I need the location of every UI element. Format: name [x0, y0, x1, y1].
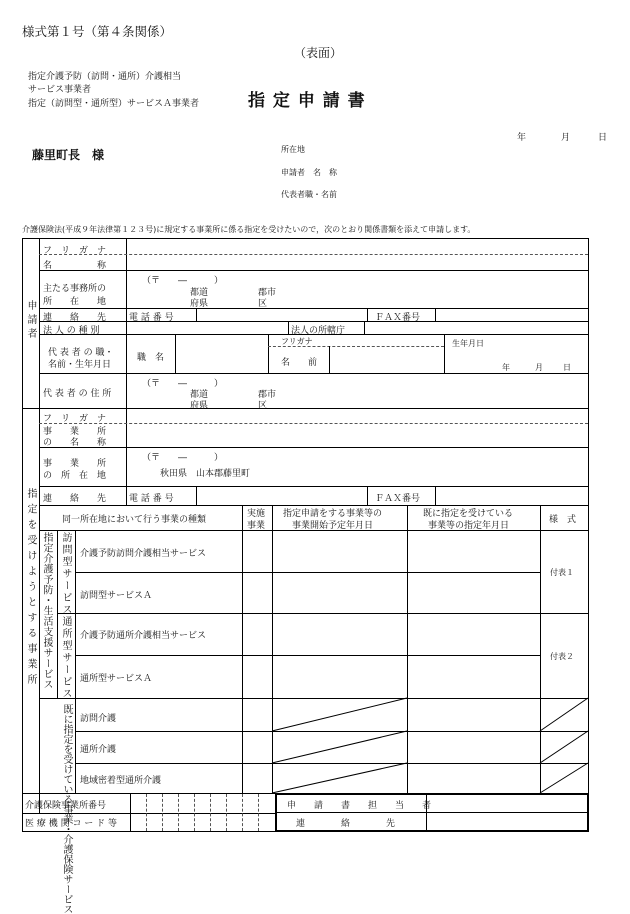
office-contact-label: 連 絡 先 — [43, 494, 107, 504]
office-address-label-2: 所 在 地 — [43, 297, 107, 307]
applicant-name-label: 申請者 名 称 — [281, 168, 337, 177]
birth-date-label: 生年月日 — [452, 339, 484, 348]
header-implement-2: 事業 — [247, 521, 266, 531]
applicant-section-label: 申請者 — [25, 300, 36, 342]
footer-contact-label: 連 絡 先 — [296, 819, 396, 829]
office-fax-label: ＦＡＸ番号 — [375, 494, 421, 504]
rep-pref-2: 府県 — [190, 401, 209, 411]
rep-furigana-label: フリガナ — [281, 337, 313, 346]
rep-label-1: 代 表 者 の 職・ — [48, 348, 114, 358]
contact-label: 連 絡 先 — [43, 313, 107, 323]
application-statement: 介護保険法(平成９年法律第１２３号)に規定する事業所に係る指定を受けたいので，次のとおり関係書類を添えて申請します。 — [22, 225, 476, 234]
form-number: 様式第１号（第４条関係） — [22, 24, 173, 39]
birth-month: 月 — [535, 363, 543, 372]
service-row-5: 訪問介護 — [80, 714, 117, 724]
header-form: 様 式 — [549, 515, 577, 525]
group-day-label: 通所型サービス — [60, 616, 71, 700]
header-already-1: 既に指定を受けている — [423, 509, 514, 519]
fax-label: ＦＡＸ番号 — [375, 313, 421, 323]
office-furigana-label: フ リ ガ ナ — [43, 414, 107, 424]
business-line-2: サービス事業者 — [28, 85, 92, 95]
group-existing-label — [39, 700, 75, 914]
office-address-label-2: の 所 在 地 — [43, 471, 107, 481]
office-address-label-1: 主たる事務所の — [43, 284, 107, 294]
service-row-6: 通所介護 — [80, 745, 117, 755]
group-visit-label: 訪問型サービス — [60, 532, 71, 616]
rep-city-2: 区 — [258, 401, 268, 411]
header-service-kind: 同一所在地において行う事業の種類 — [62, 515, 207, 525]
date-month: 月 — [561, 133, 571, 143]
date-day: 日 — [598, 133, 608, 143]
name-label: 名 称 — [43, 261, 107, 271]
header-implement-1: 実施 — [247, 509, 266, 519]
applicant-city-2: 区 — [258, 299, 268, 309]
job-title-label: 職 名 — [137, 353, 165, 363]
rep-label-2: 名前・生年月日 — [48, 360, 112, 370]
office-address-label-1: 事 業 所 — [43, 459, 107, 469]
rep-postal: （〒 ― ） — [142, 379, 224, 389]
addressee: 藤里町長 様 — [32, 148, 105, 162]
office-name-label-1: 事 業 所 — [43, 427, 107, 437]
header-start-1: 指定申請をする事業等の — [283, 509, 383, 519]
office-tel-label: 電 話 番 号 — [129, 494, 174, 504]
office-section-label: 指定を受けようとする事業所 — [25, 488, 36, 690]
tel-label: 電 話 番 号 — [129, 313, 174, 323]
office-address-value: 秋田県 山本郡藤里町 — [160, 469, 251, 479]
rep-name-label: 名 前 — [281, 358, 318, 368]
service-row-7: 地域密着型通所介護 — [80, 776, 162, 786]
applicant-city-1: 郡市 — [258, 288, 277, 298]
office-name-label-2: の 名 称 — [43, 438, 107, 448]
medical-code-label: 医 療 機 関 コ ー ド 等 — [25, 819, 118, 829]
rep-pref-1: 都道 — [190, 390, 209, 400]
birth-day: 日 — [563, 363, 571, 372]
date-year: 年 — [517, 133, 527, 143]
applicant-postal: （〒 ― ） — [142, 276, 224, 286]
service-row-3: 介護予防通所介護相当サービス — [80, 631, 207, 641]
business-line-1: 指定介護予防（訪問・通所）介護相当 — [28, 72, 182, 82]
form-side: （表面） — [294, 46, 343, 60]
applicant-pref-2: 府県 — [190, 299, 209, 309]
header-start-2: 事業開始予定年月日 — [292, 521, 374, 531]
applicant-rep-label: 代表者職・名前 — [281, 190, 337, 199]
birth-year: 年 — [502, 363, 510, 372]
rep-address-label: 代 表 者 の 住 所 — [43, 389, 112, 399]
applicant-pref-1: 都道 — [190, 288, 209, 298]
service-row-4: 通所型サービスＡ — [80, 674, 153, 684]
rep-city-1: 郡市 — [258, 390, 277, 400]
service-row-2: 訪問型サービスＡ — [80, 591, 153, 601]
form-day: 付表２ — [550, 652, 574, 661]
office-postal: （〒 ― ） — [142, 453, 224, 463]
service-row-1: 介護予防訪問介護相当サービス — [80, 549, 207, 559]
corp-authority-label: 法人の所轄庁 — [291, 326, 346, 336]
header-already-2: 事業等の指定年月日 — [428, 521, 510, 531]
corp-type-label: 法 人 の 種 別 — [43, 326, 100, 336]
page-title: 指 定 申 請 書 — [248, 91, 366, 111]
form-visit: 付表１ — [550, 568, 574, 577]
person-in-charge-label: 申 請 書 担 当 者 — [287, 801, 432, 811]
applicant-address-label: 所在地 — [281, 145, 305, 154]
insurance-number-label: 介護保険事業所番号 — [25, 801, 107, 811]
furigana-label: フ リ ガ ナ — [43, 246, 107, 256]
business-line-3: 指定（訪問型・通所型）サービスＡ事業者 — [28, 99, 200, 109]
group-main-label: 指定介護予防・生活支援サービス — [41, 532, 52, 690]
group-existing-label-text: 既に指定を受けている事業・介護保険サービス — [61, 704, 72, 914]
